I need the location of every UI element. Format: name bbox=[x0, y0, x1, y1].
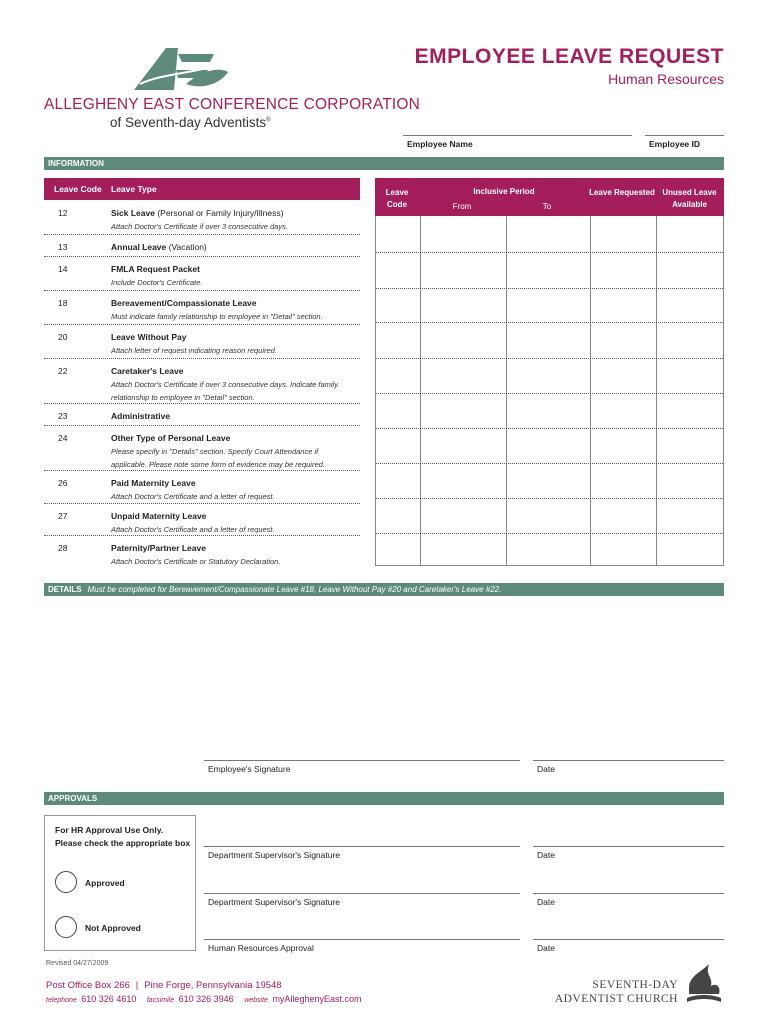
list-item: 20 Leave Without Pay Attach letter of request indicating reason required. bbox=[44, 325, 360, 359]
supervisor-date-field-1[interactable] bbox=[533, 846, 724, 847]
details-section-bar: DETAILS Must be completed for Bereavement/Compassionate Leave #18, Leave Without Pay #20 and Caretaker's Leave #22. bbox=[44, 583, 724, 596]
supervisor-date-field-2[interactable] bbox=[533, 893, 724, 894]
hr-approval-label: Human Resources Approval bbox=[208, 943, 314, 953]
revised-date: Revised 04/27/2009 bbox=[46, 960, 109, 967]
org-name: ALLEGHENY EAST CONFERENCE CORPORATION bbox=[44, 96, 421, 113]
employee-date-field[interactable] bbox=[533, 760, 724, 761]
employee-id-label: Employee ID bbox=[649, 139, 701, 149]
sda-flame-icon bbox=[683, 962, 725, 1006]
hr-approval-instruction: Please check the appropriate box bbox=[55, 838, 191, 848]
supervisor-signature-field-2[interactable] bbox=[204, 893, 520, 894]
col-leave-requested: Leave Requested bbox=[589, 188, 655, 197]
website-link[interactable]: myAlleghenyEast.com bbox=[272, 994, 362, 1004]
not-approved-radio[interactable] bbox=[55, 916, 77, 938]
hr-approval-title: For HR Approval Use Only. bbox=[55, 825, 164, 835]
leave-type-header: Leave Type bbox=[111, 184, 157, 194]
col-leave-code: Leave Code bbox=[385, 188, 409, 209]
list-item: 13 Annual Leave (Vacation) bbox=[44, 235, 360, 257]
supervisor-signature-label-2: Department Supervisor's Signature bbox=[208, 897, 341, 907]
list-item: 28 Paternity/Partner Leave Attach Doctor's Certificate or Statutory Declaration. bbox=[58, 543, 281, 566]
employee-date-label: Date bbox=[537, 764, 555, 774]
list-item: 18 Bereavement/Compassionate Leave Must indicate family relationship to employee in "Detail" section. bbox=[44, 291, 360, 325]
details-note: Must be completed for Bereavement/Compassionate Leave #18, Leave Without Pay #20 and Caretaker's Leave #22. bbox=[87, 585, 502, 594]
page-title: EMPLOYEE LEAVE REQUEST bbox=[414, 45, 724, 68]
org-subtitle: of Seventh-day Adventists® bbox=[110, 115, 271, 130]
leave-code-header: Leave Code bbox=[54, 184, 102, 194]
col-from: From bbox=[452, 202, 472, 211]
supervisor-date-label-2: Date bbox=[537, 897, 555, 907]
details-textarea[interactable] bbox=[44, 598, 724, 756]
list-item: 22 Caretaker's Leave Attach Doctor's Certificate if over 3 consecutive days. Indicate family relationship to employee in "Detail" section. bbox=[44, 359, 360, 404]
supervisor-date-label-1: Date bbox=[537, 850, 555, 860]
employee-name-label: Employee Name bbox=[407, 139, 473, 149]
sda-wordmark: SEVENTH-DAY ADVENTIST CHURCH bbox=[554, 979, 678, 1005]
supervisor-signature-field-1[interactable] bbox=[204, 846, 520, 847]
list-item: 27 Unpaid Maternity Leave Attach Doctor's Certificate and a letter of request. bbox=[44, 504, 360, 536]
hr-approval-box bbox=[44, 815, 196, 951]
approvals-section-bar: APPROVALS bbox=[44, 792, 724, 805]
footer-address: Post Office Box 266 | Pine Forge, Pennsylvania 19548 bbox=[46, 980, 282, 991]
leave-request-grid[interactable] bbox=[375, 216, 724, 566]
leave-types-header bbox=[44, 178, 360, 200]
approved-label: Approved bbox=[85, 878, 125, 888]
col-inclusive-period: Inclusive Period bbox=[473, 187, 535, 196]
information-section-bar: INFORMATION bbox=[44, 157, 724, 170]
leave-request-table-header bbox=[375, 178, 724, 216]
hr-approval-date-label: Date bbox=[537, 943, 555, 953]
employee-id-field[interactable] bbox=[645, 135, 724, 136]
aec-logo-icon bbox=[130, 44, 230, 96]
hr-approval-date-field[interactable] bbox=[533, 939, 724, 940]
list-item: 24 Other Type of Personal Leave Please specify in "Details" section. Specify Court Attendance if applicable. Please note some form of evidence may be required. bbox=[44, 426, 360, 471]
leave-types-list bbox=[44, 201, 360, 568]
page-subtitle: Human Resources bbox=[608, 71, 724, 87]
footer-contact: telephone 610 326 4610 facsimile 610 326 3946 website myAlleghenyEast.com bbox=[46, 994, 362, 1004]
list-item: 26 Paid Maternity Leave Attach Doctor's Certificate and a letter of request. bbox=[44, 471, 360, 504]
employee-name-field[interactable] bbox=[403, 135, 632, 136]
approved-radio[interactable] bbox=[55, 871, 77, 893]
list-item: 23 Administrative bbox=[44, 404, 360, 426]
employee-signature-field[interactable] bbox=[204, 760, 520, 761]
list-item: 12 Sick Leave (Personal or Family Injury/Illness) Attach Doctor's Certificate if over 3 consecutive days. bbox=[44, 201, 360, 235]
col-unused-leave: Unused Leave Available bbox=[662, 188, 717, 209]
not-approved-label: Not Approved bbox=[85, 923, 141, 933]
hr-approval-signature-field[interactable] bbox=[204, 939, 520, 940]
supervisor-signature-label-1: Department Supervisor's Signature bbox=[208, 850, 341, 860]
employee-signature-label: Employee's Signature bbox=[208, 764, 291, 774]
list-item: 14 FMLA Request Packet Include Doctor's Certificate. bbox=[44, 257, 360, 291]
col-to: To bbox=[542, 202, 552, 211]
